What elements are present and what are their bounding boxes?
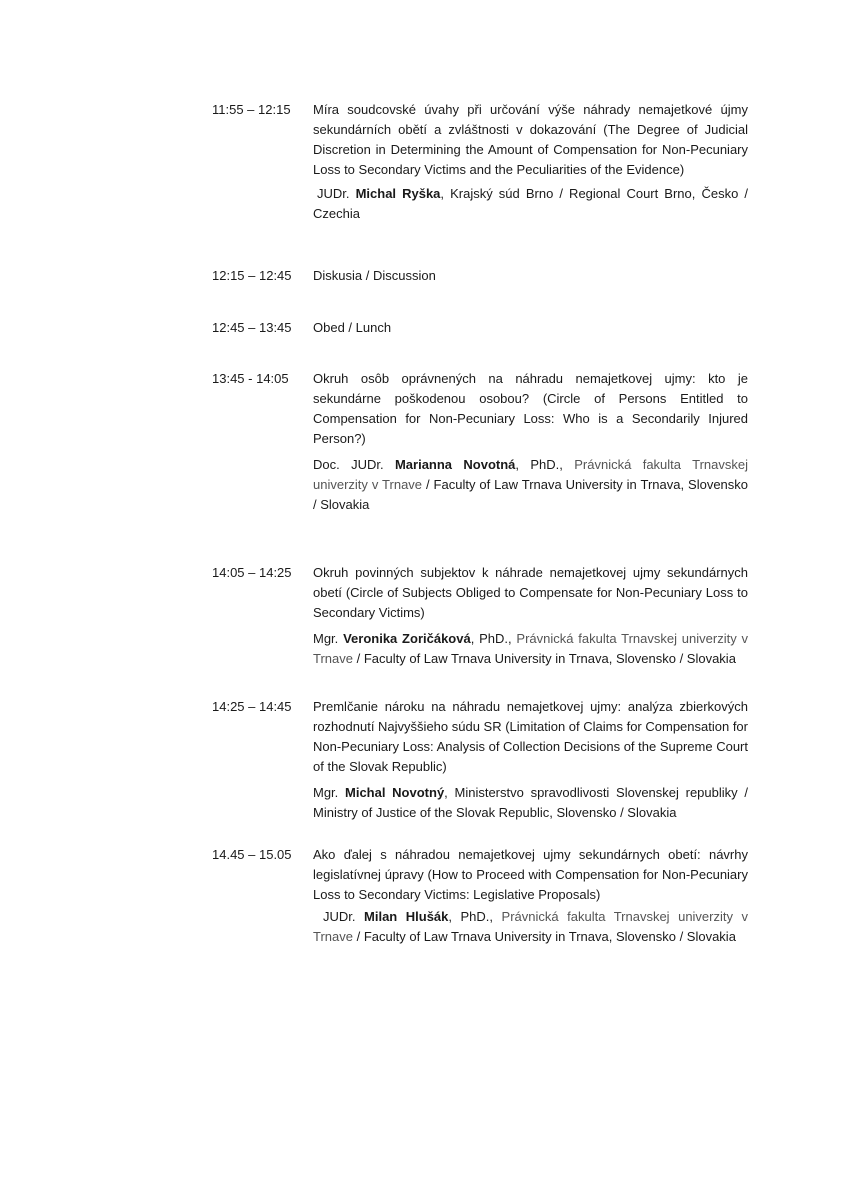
entry-body [313, 266, 748, 286]
speaker-affiliation: , Krajský súd Brno / Regional Court Brno, Česko / Czechia [313, 186, 748, 221]
entry-title: Premlčanie nároku na náhradu nemajetkovej ujmy: analýza zbierkových rozhodnutí Najvyššieho súdu SR (Limitation of Claims for Compensation for Non-Pecuniary Loss: Analysis of Collection Decisions of the Supreme Court of the Slovak Republic) [313, 699, 748, 774]
speaker-affiliation-sk: Právnická fakulta Trnavskej univerzity v Trnave [313, 631, 748, 666]
program-entry [212, 100, 748, 224]
program-entry [212, 318, 748, 338]
entry-speaker [313, 455, 748, 515]
program-entry [212, 563, 748, 669]
entry-body [313, 369, 748, 515]
speaker-prefix: JUDr. [323, 909, 365, 924]
entry-time: 13:45 - 14:05 [212, 371, 289, 386]
speaker-affiliation-en: / Faculty of Law Trnava University in Trnava, Slovensko / Slovakia [352, 651, 736, 666]
entry-speaker [313, 783, 748, 823]
entry-body [313, 563, 748, 669]
program-schedule [212, 100, 748, 947]
speaker-prefix: Mgr. [313, 631, 344, 646]
entry-title: Míra soudcovské úvahy při určování výše náhrady nemajetkové újmy sekundárních obětí a zvláštnosti v dokazování (The Degree of Judicial Discretion in Determining the Amount of Compensation for Non-Pecuniary Loss to Secondary Victims and the Peculiarities of the Evidence) [313, 102, 748, 177]
program-entry [212, 845, 748, 947]
speaker-name: Marianna Novotná [394, 457, 516, 472]
program-entry [212, 369, 748, 515]
program-entry [212, 697, 748, 823]
entry-title: Okruh povinných subjektov k náhrade nemajetkovej ujmy sekundárnych obetí (Circle of Subjects Obliged to Compensate for Non-Pecuniary Loss to Secondary Victims) [313, 565, 748, 620]
speaker-prefix: JUDr. [317, 186, 356, 201]
speaker-name: Michal Novotný [345, 785, 445, 800]
entry-time: 14:25 – 14:45 [212, 699, 292, 714]
entry-title: Obed / Lunch [313, 320, 392, 335]
entry-body [313, 697, 748, 823]
entry-time: 14:05 – 14:25 [212, 565, 292, 580]
entry-body [313, 100, 748, 224]
speaker-degree: , PhD., [515, 457, 575, 472]
speaker-degree: , PhD., [448, 909, 502, 924]
entry-title: Okruh osôb oprávnených na náhradu nemajetkovej ujmy: kto je sekundárne poškodenou osobou? (Circle of Persons Entitled to Compensation for Non-Pecuniary Loss: Who is a Secondarily Injured Person?) [313, 371, 748, 446]
entry-speaker [313, 184, 748, 224]
speaker-prefix: Mgr. [313, 785, 345, 800]
speaker-name: Veronika Zoričáková [343, 631, 471, 646]
entry-time: 12:45 – 13:45 [212, 320, 292, 335]
entry-body [313, 318, 748, 338]
entry-speaker [313, 907, 748, 947]
entry-title: Ako ďalej s náhradou nemajetkovej ujmy sekundárnych obetí: návrhy legislatívnej úpravy (How to Proceed with Compensation for Non-Pecuniary Loss to Secondary Victims: Legislative Proposals) [313, 847, 748, 902]
entry-time: 12:15 – 12:45 [212, 268, 292, 283]
speaker-affiliation-sk: Právnická fakulta Trnavskej univerzity v Trnave [313, 457, 748, 492]
speaker-affiliation: , Ministerstvo spravodlivosti Slovenskej republiky / Ministry of Justice of the Slovak Republic, Slovensko / Slovakia [313, 785, 748, 820]
speaker-affiliation-en: / Faculty of Law Trnava University in Trnava, Slovensko / Slovakia [313, 477, 749, 512]
entry-time: 14.45 – 15.05 [212, 847, 292, 862]
entry-speaker [313, 629, 748, 669]
speaker-name: Michal Ryška [355, 186, 441, 201]
speaker-name: Milan Hlušák [364, 909, 449, 924]
speaker-prefix: Doc. JUDr. [313, 457, 395, 472]
entry-time: 11:55 – 12:15 [212, 102, 291, 117]
speaker-affiliation-sk: Právnická fakulta Trnavskej univerzity v Trnave [313, 909, 748, 944]
speaker-degree: , PhD., [470, 631, 517, 646]
program-entry [212, 266, 748, 286]
entry-title: Diskusia / Discussion [313, 268, 436, 283]
speaker-affiliation-en: / Faculty of Law Trnava University in Trnava, Slovensko / Slovakia [352, 929, 736, 944]
entry-body [313, 845, 748, 947]
